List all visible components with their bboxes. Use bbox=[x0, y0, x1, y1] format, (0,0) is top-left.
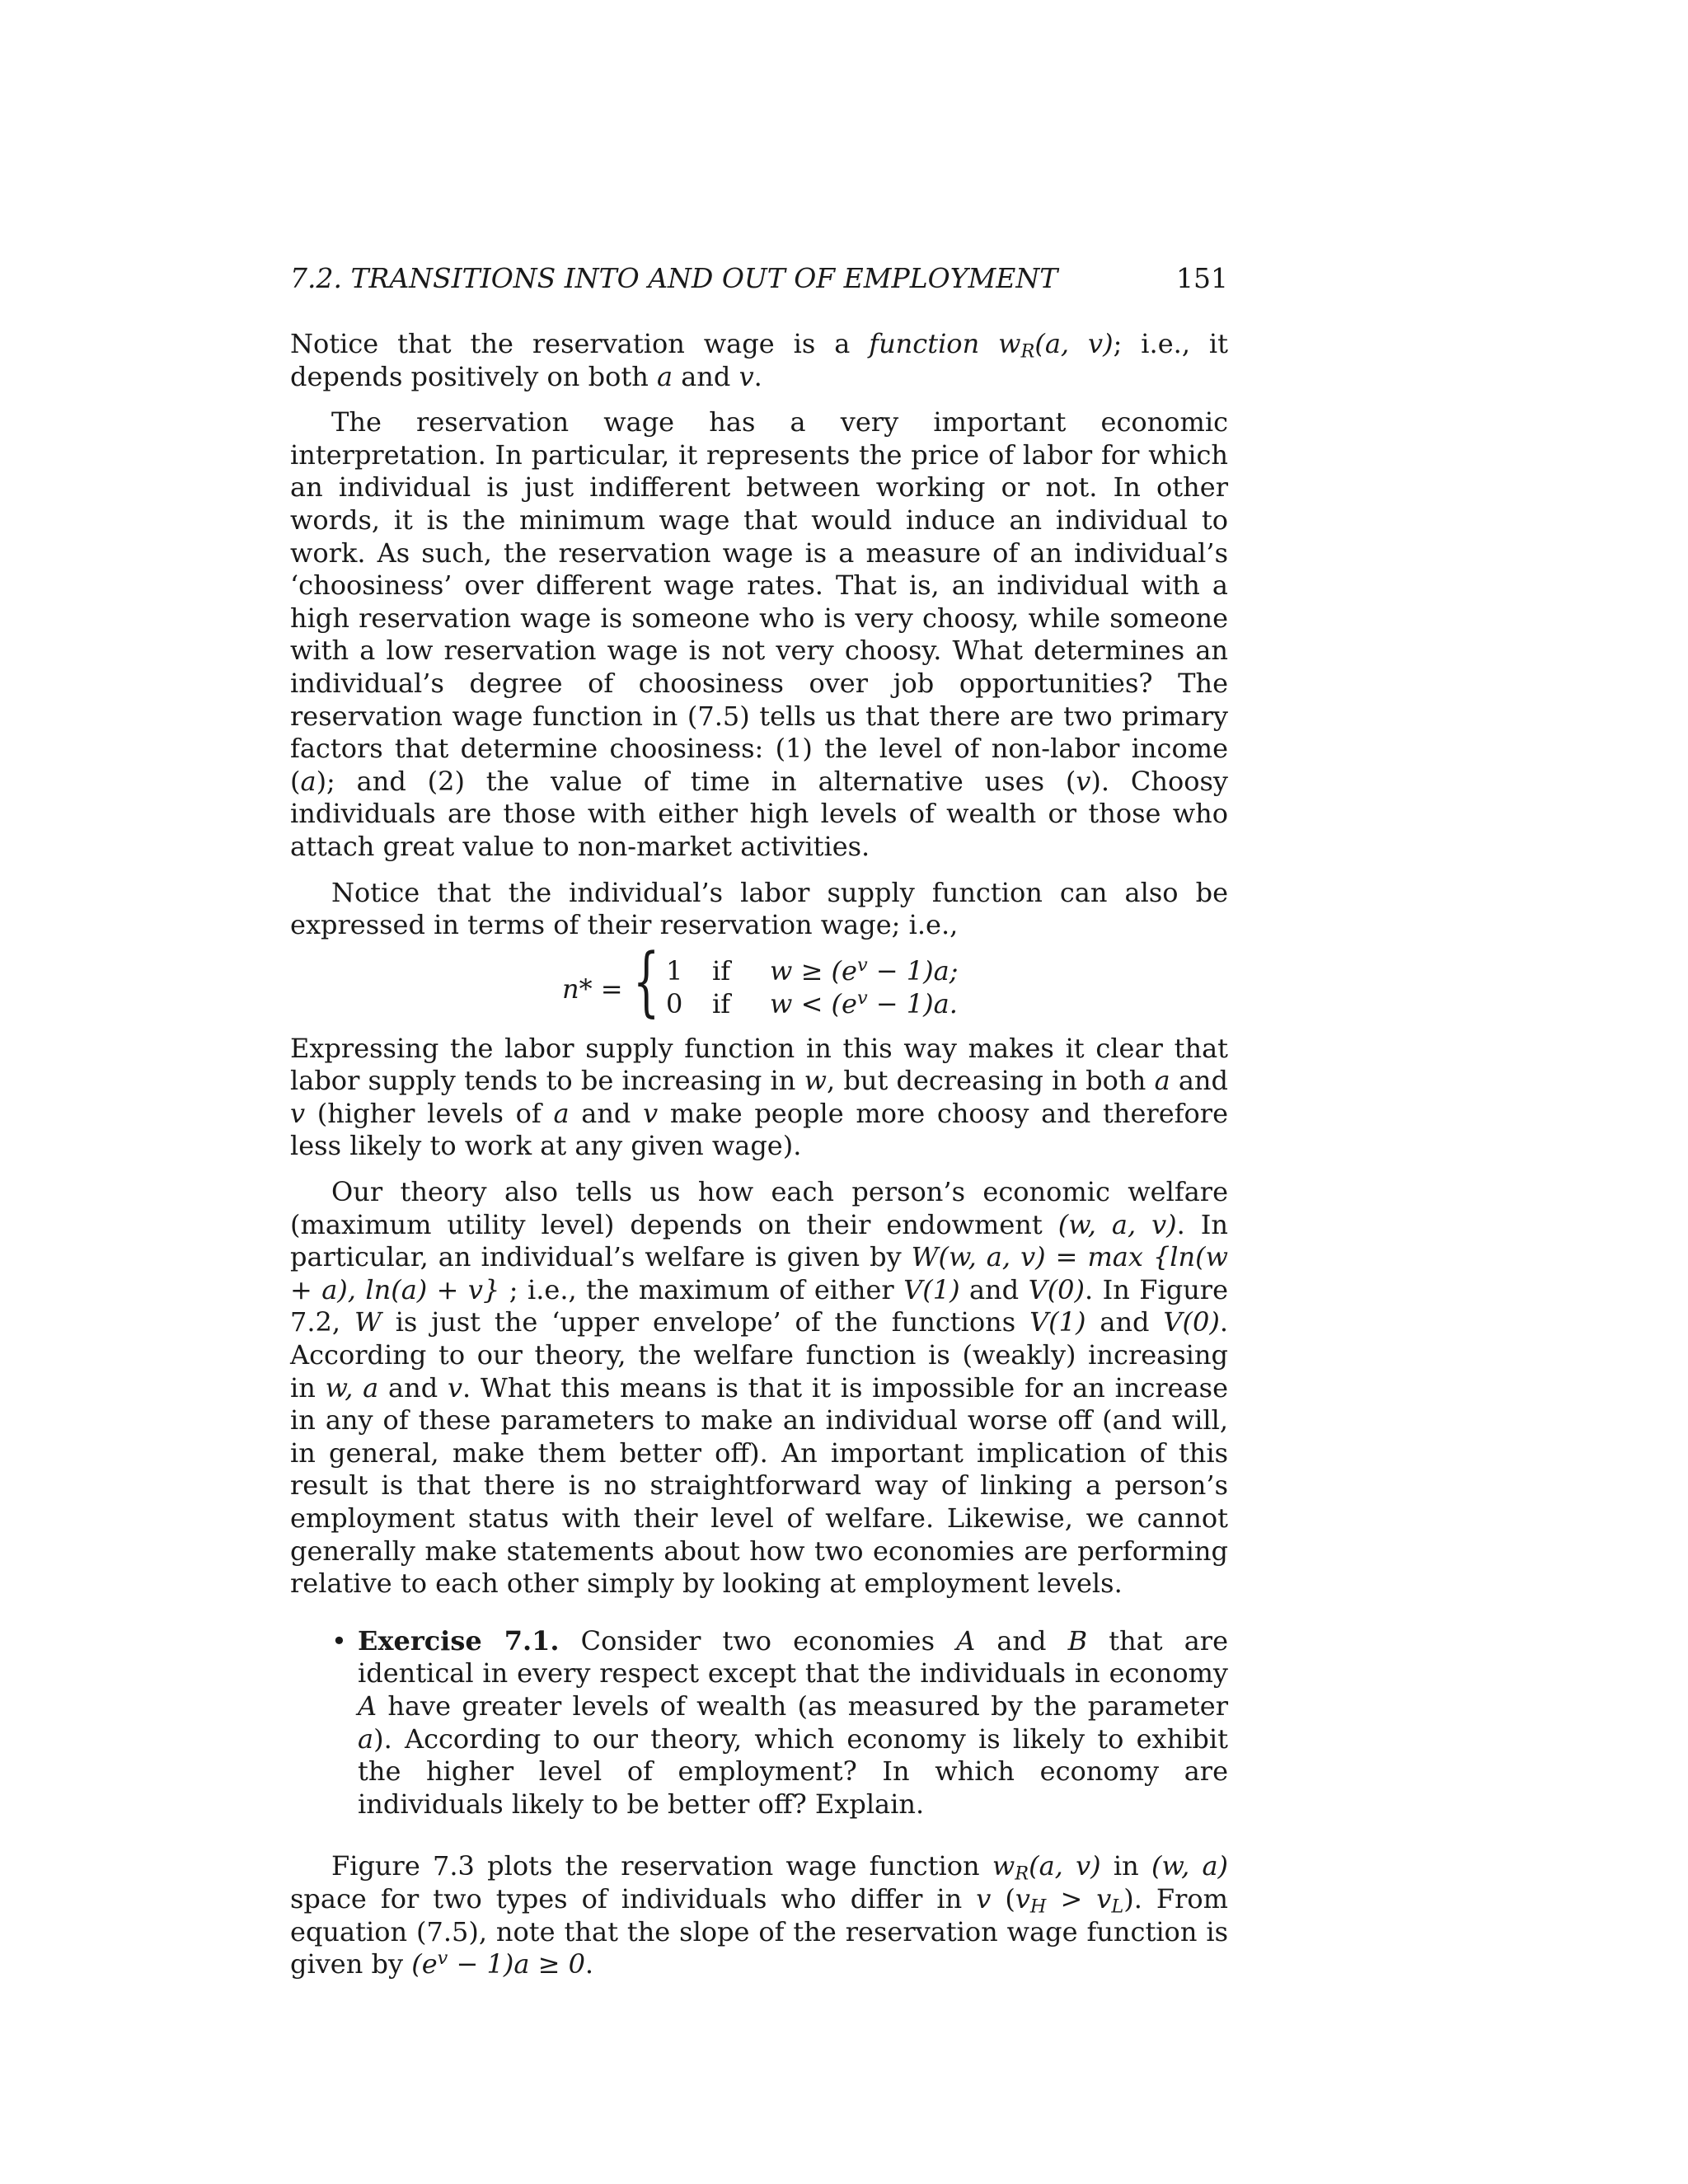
page-number: 151 bbox=[1176, 262, 1228, 294]
running-head bbox=[290, 260, 1228, 297]
equation-brace: { bbox=[633, 936, 660, 1025]
paragraph-labor-supply-expression: Expressing the labor supply function in this way makes it clear that labor supply tends to be increasing in w, but decreasing in both a and v (higher levels of a and v make people more choosy and therefore less likely to work at any given wage). bbox=[290, 1032, 1229, 1162]
exercise-list bbox=[290, 1625, 1228, 1821]
book-page bbox=[290, 260, 1228, 1981]
bullet: • bbox=[331, 1624, 347, 1657]
paragraph-reservation-wage-function: Notice that the reservation wage is a function $w_R(a$, v); i.e., it depends positively on both a and v. bbox=[290, 328, 1229, 392]
paragraph-economic-interpretation: The reservation wage has a very important economic interpretation. In particular, it represents the price of labor for which an individual is just indifferent between working or not. In other words, it is the minimum wage that would induce an individual to work. As such, the reservation wage is a measure of an individual’s ‘choosiness’ over different wage rates. That is, an individual with a high reservation wage is someone who is very choosy, while someone with a low reservation wage is not very choosy. What determines an individual’s degree of choosiness over job opportunities? The reservation wage function in (7.5) tells us that there are two primary factors that determine choosiness: (1) the level of non-labor income (a); and (2) the value of time in alternative uses (v). Choosy individuals are those with either high levels of wealth or those who attach great value to non-market activities. bbox=[290, 406, 1229, 862]
section-title: 7.2. TRANSITIONS INTO AND OUT OF EMPLOYMENT bbox=[290, 262, 1058, 294]
paragraph-figure-7-3: Figure 7.3 plots the reservation wage function $w_R(a$, v) in (w, a) space for two types of individuals who differ in v $(v_H > v_L)$. From equation (7.5), note that the slope of the reservation wage function is given by $(e^v - 1)a \ge 0$. bbox=[290, 1850, 1229, 1980]
equation-lhs: n* = bbox=[562, 972, 623, 1005]
equation-case-not-work: 0 if $w < (e^v - 1)a$. bbox=[666, 987, 958, 1019]
paragraph-welfare: Our theory also tells us how each person’s economic welfare (maximum utility level) depends on their endowment (w, a, v). In particular, an individual’s welfare is given by W(w, a, v) = max {ln(w + a), ln(a) + v} ; i.e., the maximum of either V(1) and V(0). In Figure 7.2, W is just the ‘upper envelope’ of the functions V(1) and V(0). According to our theory, the welfare function is (weakly) increasing in w, a and v. What this means is that it is impossible for an increase in any of these parameters to make an individual worse off (and will, in general, make them better off). An important implication of this result is that there is no straightforward way of linking a person’s employment status with their level of welfare. Likewise, we cannot generally make statements about how two economies are performing relative to each other simply by looking at employment levels. bbox=[290, 1176, 1229, 1600]
exercise-7-1: • Exercise 7.1. Consider two economies A and B that are identical in every respect except that the individuals in economy A have greater levels of wealth (as measured by the parameter a). According to our theory, which economy is likely to exhibit the higher level of employment? In which economy are individuals likely to be better off? Explain. bbox=[331, 1624, 1229, 1820]
equation-case-work: 1 if $w \ge (e^v - 1)a$; bbox=[666, 954, 959, 987]
labor-supply-equation bbox=[290, 936, 1228, 1025]
paragraph-labor-supply-intro: Notice that the individual’s labor supply function can also be expressed in terms of their reservation wage; i.e., bbox=[290, 876, 1228, 941]
exercise-label: Exercise 7.1. bbox=[358, 1624, 560, 1657]
